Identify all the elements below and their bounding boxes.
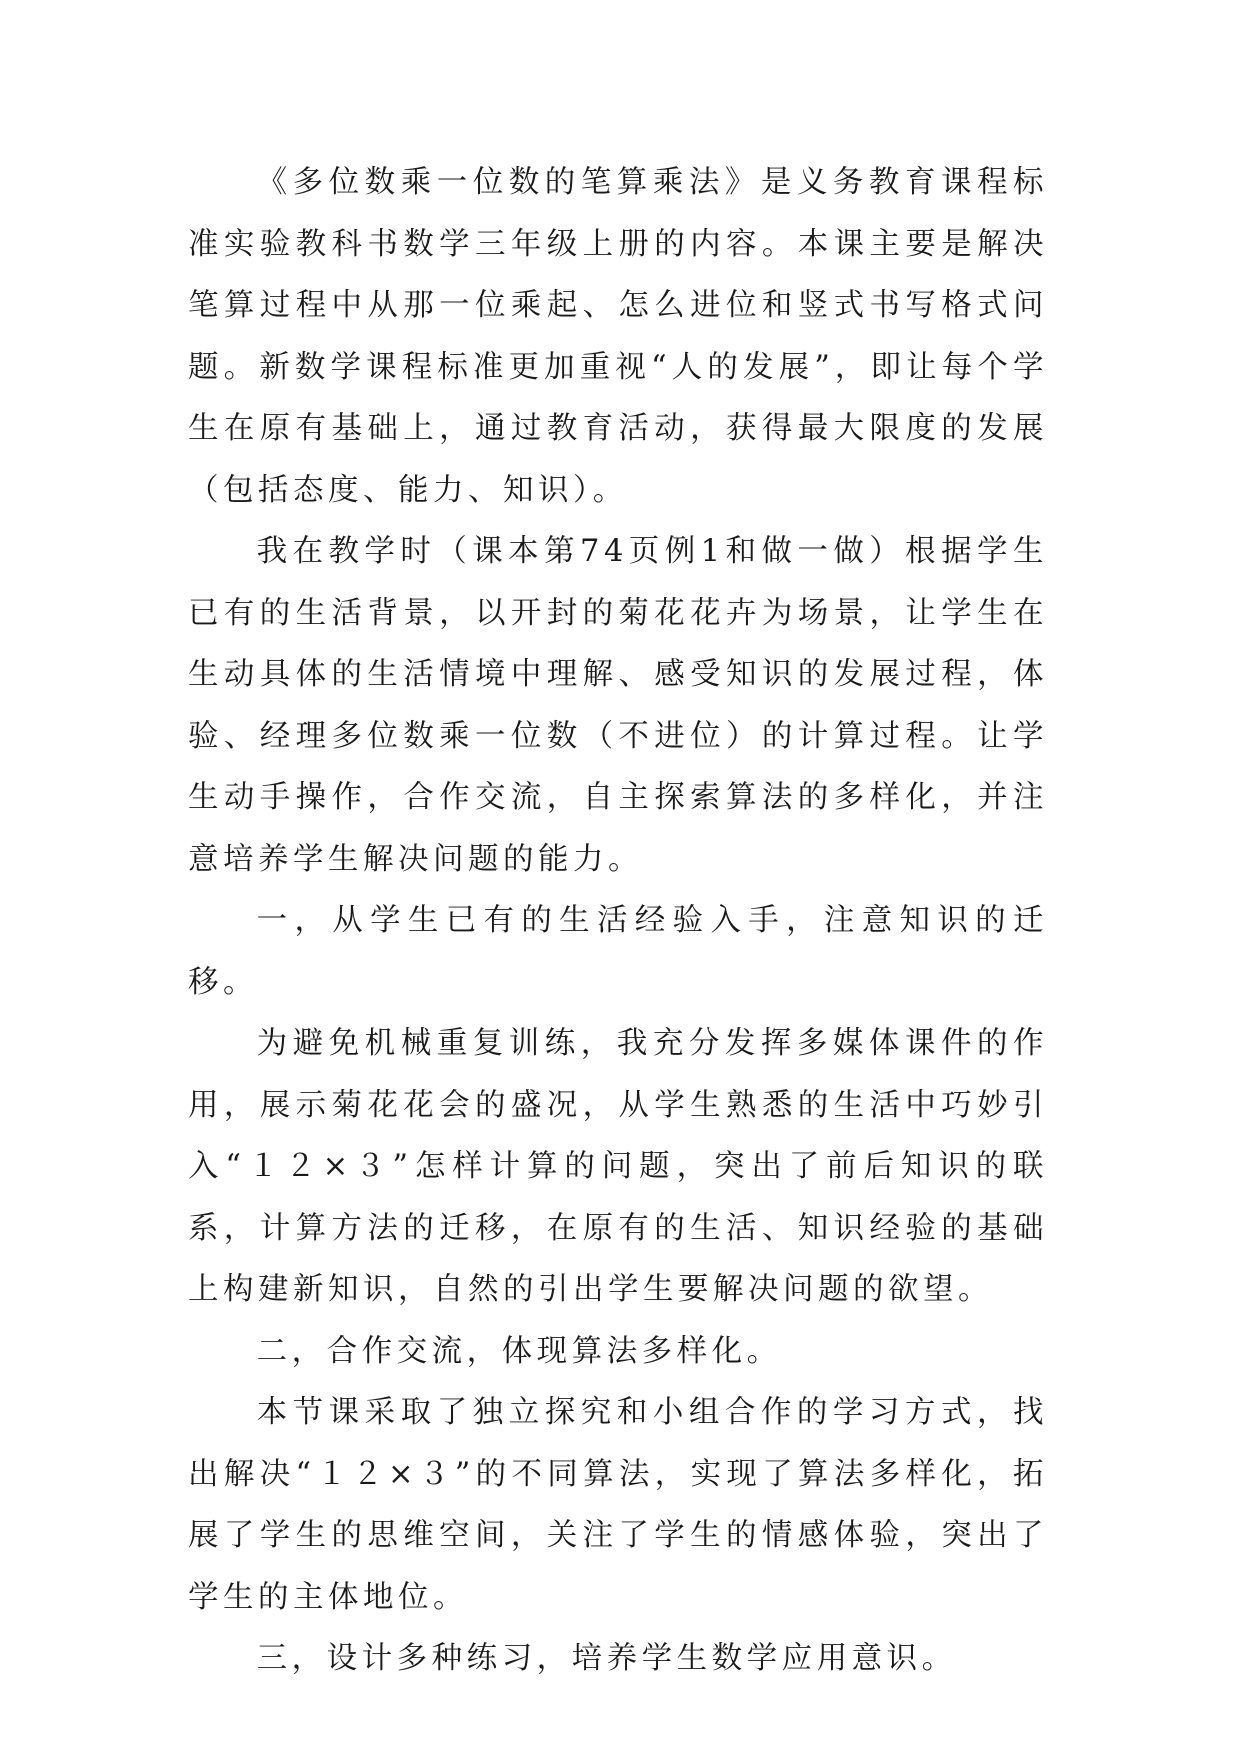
paragraph: 我在教学时（课本第74页例1和做一做）根据学生已有的生活背景，以开封的菊花花卉为场景，让学生在生动具体的生活情境中理解、感受知识的发展过程，体验、经理多位数乘一位数（不进位）的计算过程。让学生动手操作，合作交流，自主探索算法的多样化，并注意培养学生解决问题的能力。 <box>188 534 1048 877</box>
paragraph: 《多位数乘一位数的笔算乘法》是义务教育课程标准实验教科书数学三年级上册的内容。本课主要是解决笔算过程中从那一位乘起、怎么进位和竖式书写格式问题。新数学课程标准更加重视“人的发展”，即让每个学生在原有基础上，通过教育活动，获得最大限度的发展（包括态度、能力、知识）。 <box>188 165 1048 508</box>
section-heading: 一，从学生已有的生活经验入手，注意知识的迁移。 <box>188 903 1048 1000</box>
paragraph: 本节课采取了独立探究和小组合作的学习方式，找出解决“１２×３”的不同算法，实现了算法多样化，拓展了学生的思维空间，关注了学生的情感体验，突出了学生的主体地位。 <box>188 1395 1048 1615</box>
section-heading: 二，合作交流，体现算法多样化。 <box>256 1333 782 1369</box>
document-body <box>188 152 1048 1690</box>
section-heading: 三，设计多种练习，培养学生数学应用意识。 <box>256 1641 957 1676</box>
paragraph: 为避免机械重复训练，我充分发挥多媒体课件的作用，展示菊花花会的盛况，从学生熟悉的生活中巧妙引入“１２×３”怎样计算的问题，突出了前后知识的联系，计算方法的迁移，在原有的生活、知识经验的基础上构建新知识，自然的引出学生要解决问题的欲望。 <box>188 1026 1048 1307</box>
